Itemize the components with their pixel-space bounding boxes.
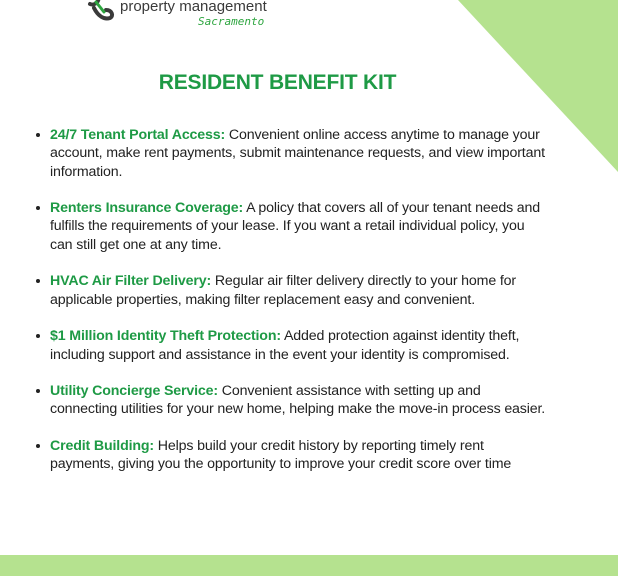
logo-wordmark: property management — [120, 0, 267, 15]
benefit-item-hvac-filter — [50, 272, 550, 309]
benefit-item-utility-concierge — [50, 382, 550, 419]
benefit-description: Convenient assistance with setting up and connecting utilities for your new home, helping make the move-in process easier. — [50, 383, 546, 418]
bullet-icon — [36, 389, 40, 393]
logo-city: Sacramento — [198, 15, 265, 28]
benefit-list — [50, 126, 550, 492]
benefit-name: Renters Insurance Coverage: — [50, 200, 244, 217]
benefit-description: A policy that covers all of your tenant needs and fulfills the requirements of your lease. If you want a retail individual policy, you can still get one at any time. — [50, 200, 541, 253]
benefit-name: Utility Concierge Service: — [50, 383, 218, 400]
company-logo[interactable] — [80, 0, 380, 30]
benefit-description: Helps build your credit history by reporting timely rent payments, giving you the opportunity to improve your credit score over time — [50, 438, 512, 473]
benefit-description: Added protection against identity theft, including support and assistance in the event your identity is compromised. — [50, 328, 520, 363]
benefit-description: Convenient online access anytime to manage your account, make rent payments, submit maintenance requests, and view important information. — [50, 127, 545, 180]
logo-mark-icon — [80, 0, 120, 26]
benefit-name: $1 Million Identity Theft Protection: — [50, 328, 281, 345]
benefit-item-identity-protection — [50, 327, 550, 364]
benefit-item-tenant-portal — [50, 126, 550, 181]
benefit-name: HVAC Air Filter Delivery: — [50, 273, 212, 290]
bullet-icon — [36, 279, 40, 283]
bullet-icon — [36, 206, 40, 210]
benefit-item-credit-building — [50, 437, 550, 474]
benefit-item-renters-insurance — [50, 199, 550, 254]
benefit-name: 24/7 Tenant Portal Access: — [50, 127, 226, 143]
footer-band — [0, 555, 618, 576]
bullet-icon — [36, 133, 40, 137]
bullet-icon — [36, 444, 40, 448]
bullet-icon — [36, 334, 40, 338]
page-title: RESIDENT BENEFIT KIT — [158, 71, 397, 94]
benefit-description: Regular air filter delivery directly to your home for applicable properties, making filter replacement easy and convenient. — [50, 273, 516, 308]
benefit-name: Credit Building: — [50, 438, 154, 455]
